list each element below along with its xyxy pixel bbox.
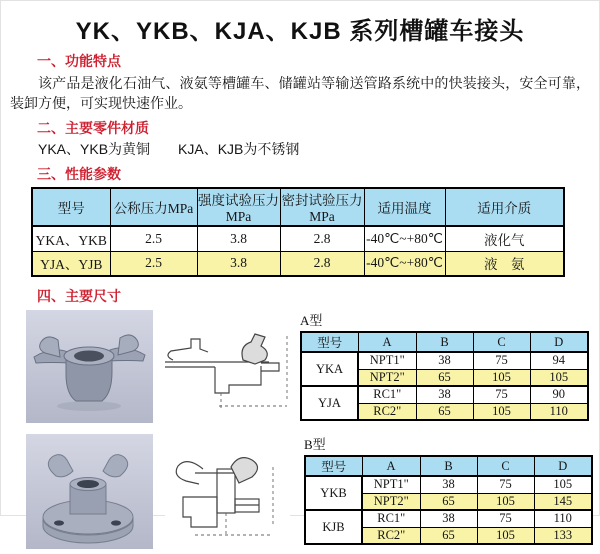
type-b-row (1, 434, 599, 554)
dim-header-row (301, 332, 588, 352)
table-cell: 145 (534, 493, 592, 510)
table-cell: NPT2" (362, 493, 420, 510)
section-heading-features: 一、功能特点 (37, 53, 121, 69)
table-cell: 94 (530, 352, 588, 369)
type-b-block (304, 434, 593, 545)
table-cell: 75 (477, 510, 534, 527)
type-a-block (300, 310, 589, 421)
table-cell: 38 (420, 476, 477, 493)
column-header: C (473, 332, 530, 352)
model-cell: YKB (305, 476, 362, 510)
features-paragraph: 该产品是液化石油气、液氨等槽罐车、储罐站等输送管路系统中的快装接头，安全可靠，装卸方便，可实现快速作业。 (10, 75, 590, 111)
table-cell: 90 (530, 386, 588, 403)
table-cell: YKA、YKB (32, 226, 110, 251)
table-cell: 133 (534, 527, 592, 544)
column-header: 密封试验压力MPa (280, 188, 364, 226)
table-row (301, 386, 588, 403)
column-header: 适用温度 (364, 188, 445, 226)
table-cell: 2.5 (110, 251, 197, 276)
table-cell: 75 (477, 476, 534, 493)
section-heading-dimensions: 四、主要尺寸 (37, 288, 121, 304)
table-row (305, 476, 592, 493)
page-title: YK、YKB、KJA、KJB 系列槽罐车接头 (75, 18, 525, 45)
type-a-label: A型 (300, 313, 323, 328)
table-cell: 38 (420, 510, 477, 527)
table-cell: 75 (473, 352, 530, 369)
table-row (32, 251, 564, 276)
table-cell: 2.5 (110, 226, 197, 251)
column-header: A (362, 456, 420, 476)
table-cell: RC1" (362, 510, 420, 527)
type-b-label: B型 (304, 437, 326, 452)
column-header: 适用介质 (445, 188, 564, 226)
table-cell: NPT1" (362, 476, 420, 493)
claw-coupling-section-drawing (159, 320, 296, 425)
column-header: D (534, 456, 592, 476)
table-cell: RC2" (362, 527, 420, 544)
table-cell: 液 氨 (445, 251, 564, 276)
type-b-table (304, 455, 593, 545)
table-cell: RC1" (358, 386, 416, 403)
flanged-coupling-photo (26, 434, 153, 554)
table-cell: 110 (530, 403, 588, 420)
type-a-row (1, 310, 599, 428)
dim-header-row (305, 456, 592, 476)
column-header: A (358, 332, 416, 352)
performance-header-row (32, 188, 564, 226)
table-cell: 110 (534, 510, 592, 527)
table-cell: 105 (473, 369, 530, 386)
flanged-coupling-section-drawing (165, 439, 290, 549)
type-a-table (300, 331, 589, 421)
table-cell: 65 (416, 369, 473, 386)
model-cell: YKA (301, 352, 358, 386)
column-header: 公称压力MPa (110, 188, 197, 226)
table-cell: YJA、YJB (32, 251, 110, 276)
table-cell: -40℃~+80℃ (364, 251, 445, 276)
column-header: B (416, 332, 473, 352)
section-heading-materials: 二、主要零件材质 (37, 120, 149, 136)
column-header: 型号 (301, 332, 358, 352)
table-cell: 2.8 (280, 251, 364, 276)
table-cell: 105 (477, 527, 534, 544)
table-row (32, 226, 564, 251)
table-cell: 65 (416, 403, 473, 420)
table-cell: NPT1" (358, 352, 416, 369)
model-cell: KJB (305, 510, 362, 544)
table-cell: 105 (473, 403, 530, 420)
performance-table (31, 187, 565, 277)
table-cell: 105 (534, 476, 592, 493)
table-cell: 3.8 (197, 226, 280, 251)
column-header: 型号 (32, 188, 110, 226)
table-cell: 65 (420, 493, 477, 510)
table-row (305, 510, 592, 527)
table-cell: 105 (477, 493, 534, 510)
table-cell: -40℃~+80℃ (364, 226, 445, 251)
table-cell: RC2" (358, 403, 416, 420)
claw-coupling-photo (26, 310, 153, 428)
model-cell: YJA (301, 386, 358, 420)
column-header: B (420, 456, 477, 476)
table-cell: 3.8 (197, 251, 280, 276)
table-cell: NPT2" (358, 369, 416, 386)
table-cell: 2.8 (280, 226, 364, 251)
table-cell: 65 (420, 527, 477, 544)
table-cell: 液化气 (445, 226, 564, 251)
column-header: D (530, 332, 588, 352)
column-header: 型号 (305, 456, 362, 476)
table-row (301, 352, 588, 369)
section-heading-performance: 三、性能参数 (37, 166, 121, 182)
table-cell: 75 (473, 386, 530, 403)
column-header: 强度试验压力MPa (197, 188, 280, 226)
table-cell: 38 (416, 352, 473, 369)
materials-text: YKA、YKB为黄铜 KJA、KJB为不锈钢 (38, 141, 300, 157)
column-header: C (477, 456, 534, 476)
table-cell: 105 (530, 369, 588, 386)
table-cell: 38 (416, 386, 473, 403)
